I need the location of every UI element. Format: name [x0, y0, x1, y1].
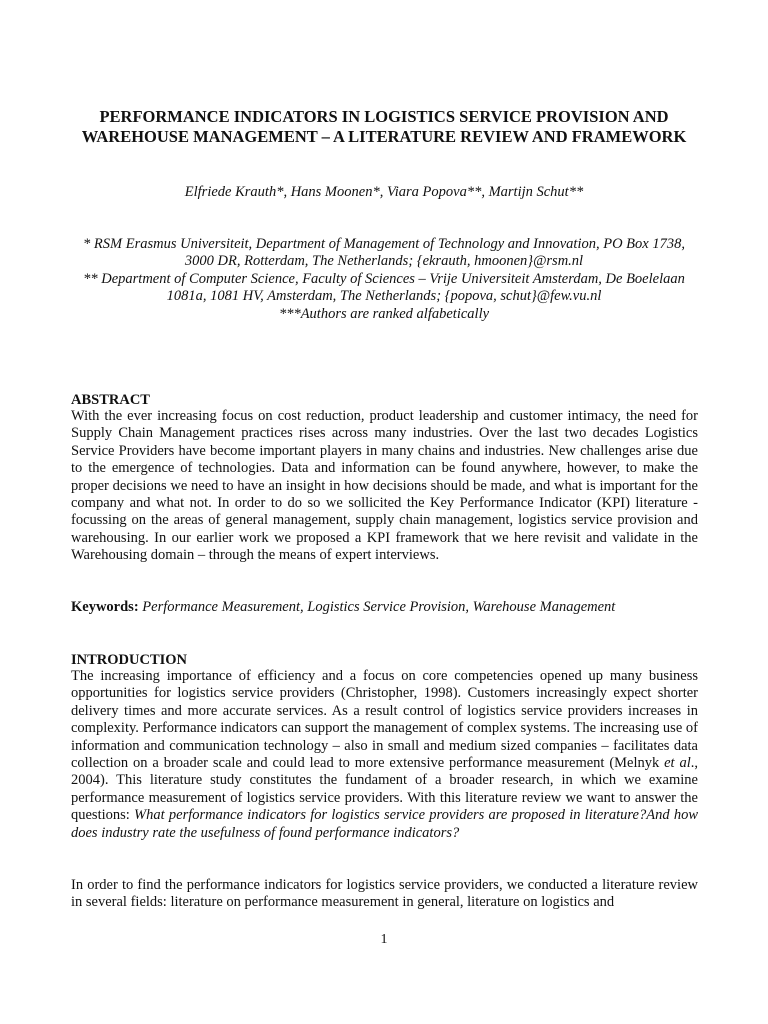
- introduction-paragraph-2: In order to find the performance indicators for logistics service providers, we conducted a literature review in several fields: literature on performance measurement in general, literature on logistics and: [71, 877, 698, 911]
- intro-et-al: et al: [664, 755, 691, 772]
- author-order-note: ***Authors are ranked alfabetically: [278, 305, 490, 322]
- intro-text-b: ., 2004). This literature study constitutes the fundament of a broader research, in which we examine performance measurement of logistics service providers. With this literature review we want to answer the questions:: [71, 755, 698, 824]
- affiliation-rsm: * RSM Erasmus Universiteit, Department of Management of Technology and Innovation, PO Box 1738, 3000 DR, Rotterdam, The Netherlands; {ekrauth, hmoonen}@rsm.nl: [83, 236, 685, 270]
- intro-text-a: The increasing importance of efficiency and a focus on core competencies opened up many business opportunities for logistics service providers (Christopher, 1998). Customers increasingly expect shorter delivery times and more accurate services. As a result control of logistics service providers increases in complexity. Performance indicators can support the management of complex systems. The increasing use of information and communication technology – also in small and medium sized companies – facilitates data collection on a broader scale and could lead to more extensive performance measurement (Melnyk: [71, 668, 698, 772]
- introduction-heading: INTRODUCTION: [71, 652, 188, 668]
- keywords-label: Keywords:: [71, 599, 139, 615]
- paper-title: PERFORMANCE INDICATORS IN LOGISTICS SERVICE PROVISION AND WAREHOUSE MANAGEMENT – A LITERATURE REVIEW AND FRAMEWORK: [81, 107, 687, 146]
- affiliations: [70, 236, 698, 323]
- abstract-text: With the ever increasing focus on cost reduction, product leadership and customer intimacy, the need for Supply Chain Management practices rises across many industries. Over the last two decades Logistics Service Providers have become important players in many chains and industries. New challenges arise due to the emergence of technologies. Data and information can be found anywhere, however, to make the proper decisions we need to have an insight in how decisions should be made, and what is important for the company and what not. In order to do so we sollicited the Key Performance Indicator (KPI) literature -focussing on the areas of general management, supply chain management, logistics service provision and warehousing. In our earlier work we proposed a KPI framework that we here revisit and validate in the Warehousing domain – through the means of expert interviews.: [71, 408, 698, 564]
- page-number: 1: [380, 932, 388, 947]
- keywords-line: [71, 599, 615, 616]
- author-list: Elfriede Krauth*, Hans Moonen*, Viara Popova**, Martijn Schut**: [184, 184, 584, 200]
- abstract-heading: ABSTRACT: [71, 392, 150, 408]
- keywords-list: Performance Measurement, Logistics Service Provision, Warehouse Management: [142, 599, 616, 615]
- affiliation-vu: ** Department of Computer Science, Faculty of Sciences – Vrije Universiteit Amsterdam, De Boelelaan 1081a, 1081 HV, Amsterdam, The Netherlands; {popova, schut}@few.vu.nl: [83, 270, 685, 305]
- research-questions: What performance indicators for logistics service providers are proposed in literature?And how does industry rate the usefulness of found performance indicators?: [71, 807, 698, 841]
- introduction-paragraph-1: [71, 668, 698, 842]
